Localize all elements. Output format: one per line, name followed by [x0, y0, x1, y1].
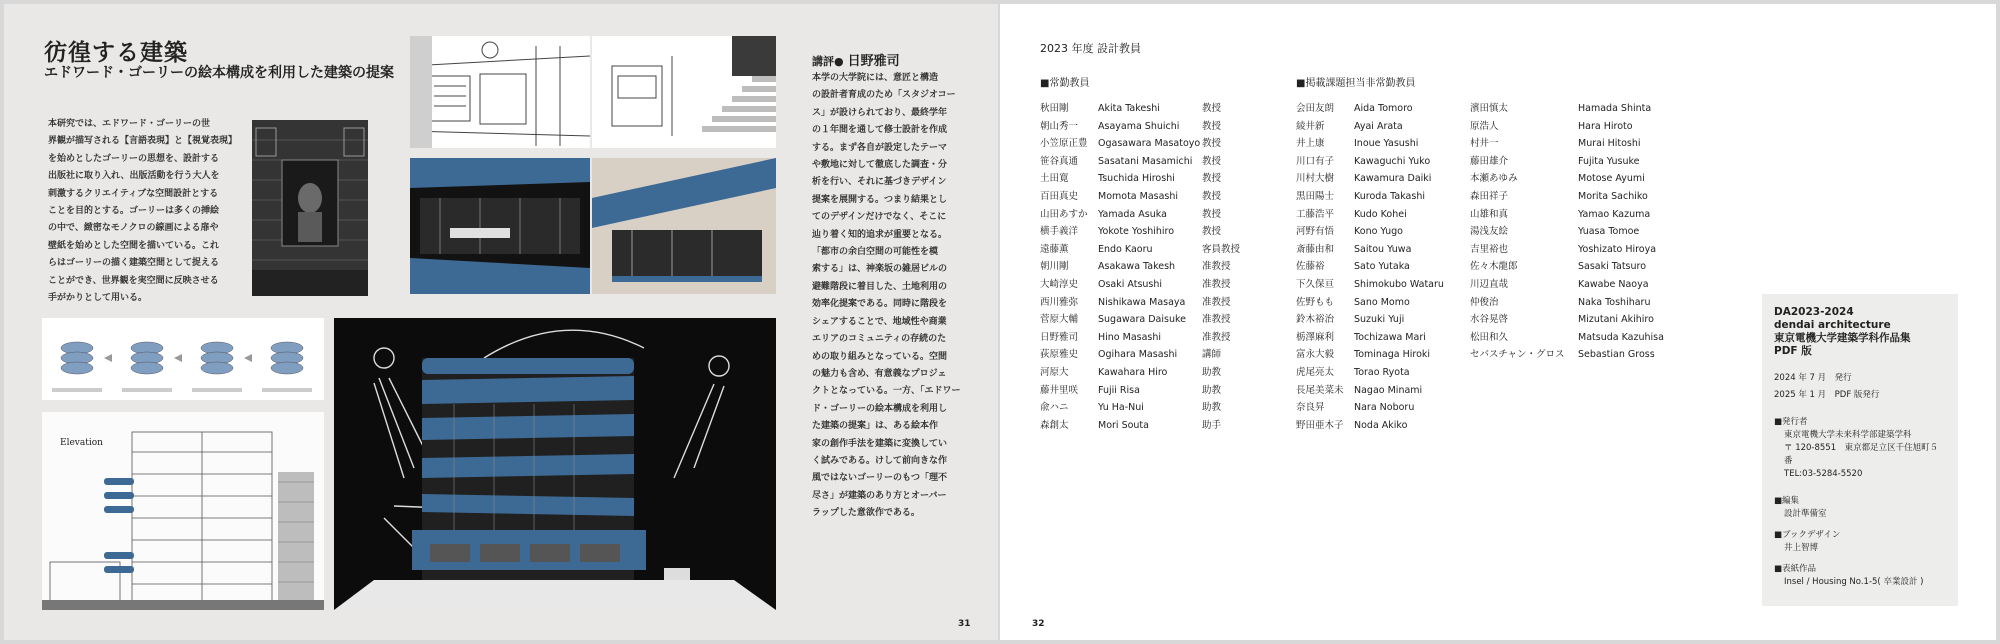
faculty-row — [1470, 170, 1688, 188]
faculty-name-ja: 森創太 — [1040, 419, 1069, 431]
faculty-name-en: Kawamura Daiki — [1354, 173, 1432, 185]
colophon-title-4: PDF 版 — [1774, 345, 1812, 357]
faculty-row — [1296, 258, 1466, 276]
faculty-name-en: Motose Ayumi — [1578, 173, 1645, 185]
faculty-row — [1470, 241, 1688, 259]
faculty-name-en: Morita Sachiko — [1578, 190, 1648, 202]
faculty-name-ja: 野田亜木子 — [1296, 419, 1344, 431]
faculty-name-ja: 日野雅司 — [1040, 331, 1079, 343]
faculty-row — [1296, 241, 1466, 259]
faculty-name-ja: 森田祥子 — [1470, 190, 1509, 202]
faculty-title: 教授 — [1202, 208, 1222, 220]
faculty-name-en: Sasaki Tatsuro — [1578, 261, 1647, 273]
faculty-row — [1040, 118, 1242, 136]
faculty-name-ja: 下久保亘 — [1296, 278, 1335, 290]
faculty-name-ja: 鈴木裕治 — [1296, 314, 1335, 326]
faculty-name-en: Kawaguchi Yuko — [1354, 155, 1431, 167]
interior-sketch-2 — [592, 36, 776, 148]
faculty-name-en: Fujita Yusuke — [1578, 155, 1640, 167]
faculty-name-ja: 川辺直哉 — [1470, 278, 1509, 290]
faculty-name-ja: 川村大樹 — [1296, 173, 1335, 185]
faculty-title: 准教授 — [1202, 296, 1231, 308]
elevation-label: Elevation — [60, 438, 103, 448]
faculty-row — [1470, 135, 1688, 153]
page-number-left: 31 — [958, 619, 971, 629]
faculty-name-en: Sugawara Daisuke — [1098, 314, 1186, 326]
faculty-name-en: Naka Toshiharu — [1578, 296, 1651, 308]
faculty-title: 客員教授 — [1202, 243, 1241, 255]
faculty-row — [1296, 118, 1466, 136]
faculty-name-ja: 荻原雅史 — [1040, 349, 1079, 361]
faculty-row — [1296, 170, 1466, 188]
faculty-title: 教授 — [1202, 173, 1222, 185]
faculty-name-en: Kono Yugo — [1354, 226, 1403, 238]
faculty-name-ja: 西川雅弥 — [1040, 296, 1079, 308]
faculty-title: 准教授 — [1202, 278, 1231, 290]
faculty-title: 教授 — [1202, 103, 1222, 114]
faculty-title: 教授 — [1202, 190, 1222, 202]
faculty-name-ja: 遠藤薫 — [1040, 243, 1069, 255]
faculty-row — [1470, 188, 1688, 206]
faculty-name-ja: 村井一 — [1470, 138, 1499, 150]
faculty-name-en: Kuroda Takashi — [1354, 190, 1425, 202]
faculty-name-en: Noda Akiko — [1354, 419, 1408, 431]
faculty-row — [1040, 382, 1242, 400]
faculty-row — [1040, 346, 1242, 364]
faculty-row — [1040, 399, 1242, 417]
faculty-row — [1296, 417, 1466, 435]
faculty-name-en: Asayama Shuichi — [1098, 120, 1180, 132]
faculty-title: 助教 — [1202, 366, 1222, 378]
faculty-name-en: Yuasa Tomoe — [1578, 226, 1640, 238]
faculty-name-en: Matsuda Kazuhisa — [1578, 331, 1664, 343]
faculty-name-en: Hino Masashi — [1098, 331, 1162, 343]
faculty-name-en: Torao Ryota — [1354, 366, 1410, 378]
faculty-name-ja: 吉里裕也 — [1470, 243, 1509, 255]
faculty-name-ja: 佐藤裕 — [1296, 261, 1325, 273]
faculty-title: 助教 — [1202, 402, 1222, 414]
faculty-name-en: Suzuki Yuji — [1354, 314, 1405, 326]
faculty-name-ja: 笹谷真通 — [1040, 155, 1079, 167]
page-number-right: 32 — [1032, 619, 1045, 629]
faculty-row — [1040, 258, 1242, 276]
faculty-row — [1470, 118, 1688, 136]
faculty-row — [1296, 206, 1466, 224]
faculty-name-ja: 綾井新 — [1296, 120, 1325, 132]
faculty-row — [1296, 223, 1466, 241]
model-photo-1 — [410, 158, 590, 294]
faculty-row — [1296, 399, 1466, 417]
faculty-name-ja: 湯浅友絵 — [1470, 226, 1509, 238]
faculty-name-ja: 河野有悟 — [1296, 226, 1335, 238]
faculty-row — [1296, 364, 1466, 382]
fulltime-faculty-list — [1040, 100, 1242, 434]
faculty-row — [1296, 311, 1466, 329]
faculty-row — [1040, 276, 1242, 294]
faculty-name-ja: 水谷晃啓 — [1470, 314, 1509, 326]
faculty-name-ja: 黒田陽士 — [1296, 190, 1335, 202]
faculty-row — [1296, 329, 1466, 347]
faculty-name-ja: 大崎淳史 — [1040, 278, 1079, 290]
faculty-name-en: Momota Masashi — [1098, 190, 1179, 202]
faculty-name-ja: 濱田慎太 — [1470, 103, 1509, 114]
faculty-name-ja: 兪ハニ — [1040, 402, 1069, 414]
faculty-row — [1470, 100, 1688, 118]
colophon-date-2: 2025 年 1 月 PDF 版発行 — [1774, 390, 1880, 400]
faculty-row — [1296, 382, 1466, 400]
faculty-name-ja: 虎尾亮太 — [1296, 366, 1335, 378]
faculty-row — [1470, 346, 1688, 364]
model-photo-2 — [592, 158, 776, 294]
gorey-illustration-image — [252, 120, 368, 296]
faculty-title: 助教 — [1202, 384, 1222, 396]
faculty-name-en: Hara Hiroto — [1578, 120, 1633, 132]
faculty-row — [1470, 258, 1688, 276]
faculty-row — [1040, 170, 1242, 188]
faculty-name-en: Yoshizato Hiroya — [1578, 243, 1657, 255]
faculty-name-ja: 会田友朗 — [1296, 103, 1335, 114]
critique-text: 本学の大学院には、意匠と構造 の設計者育成のため「スタジオコー ス」が設けられており、最終学年 の１年間を通して修士設計を作成 する。まず各自が設定したテーマ や敷地に対して徹底した調査・分 析を行い、それに基づきデザイン 提案を展開する。つまり結果とし てのデザインだけでなく、そこに 辿り着く知的追求が重要となる。 「都市の余白空間の可能性を模 索する」は、神楽坂の雑居ビルの 避難階段に着目した、土地利用の 効率化提案である。同時に階段を シェアすることで、地域性や商業 エリアのコミュニティの存続のた めの取り組みとなっている。空間 の魅力も含め、有意義なプロジェ クトとなっている。一方、「エドワー ド・ゴーリーの絵本構成を利用し た建築の提案」は、ある絵本作 家の創作手法を建築に変換してい く試みである。けして前向きな作 風ではないゴーリーのもつ「理不 尽さ」が建築のあり方とオーバー ラップした意欲作である。 — [812, 73, 961, 519]
faculty-name-en: Ogasawara Masatoyo — [1098, 138, 1201, 150]
fulltime-heading: ■常勤教員 — [1040, 78, 1090, 89]
publisher-name: 東京電機大学未来科学部建築学科 — [1784, 430, 1912, 440]
faculty-name-en: Yu Ha-Nui — [1098, 402, 1144, 414]
faculty-row — [1040, 241, 1242, 259]
faculty-name-en: Nishikawa Masaya — [1098, 296, 1186, 308]
faculty-name-en: Fujii Risa — [1098, 384, 1140, 396]
faculty-name-en: Kudo Kohei — [1354, 208, 1407, 220]
faculty-row — [1040, 417, 1242, 435]
faculty-name-en: Tochizawa Mari — [1354, 331, 1426, 343]
faculty-name-en: Mizutani Akihiro — [1578, 314, 1654, 326]
faculty-name-ja: 本瀬あゆみ — [1470, 173, 1518, 185]
faculty-row — [1470, 223, 1688, 241]
right-page — [1000, 4, 1996, 640]
critic-label: 講評● — [812, 55, 844, 68]
faculty-row — [1470, 294, 1688, 312]
faculty-name-en: Hamada Shinta — [1578, 103, 1652, 114]
faculty-row — [1040, 223, 1242, 241]
faculty-row — [1296, 276, 1466, 294]
faculty-name-ja: 工藤浩平 — [1296, 208, 1335, 220]
faculty-name-ja: 仲俊治 — [1470, 296, 1499, 308]
faculty-row — [1040, 153, 1242, 171]
faculty-name-en: Sebastian Gross — [1578, 349, 1655, 361]
faculty-name-ja: 川口有子 — [1296, 155, 1335, 167]
faculty-name-ja: 奈良昇 — [1296, 402, 1325, 414]
faculty-name-ja: 秋田剛 — [1040, 103, 1069, 114]
faculty-row — [1040, 100, 1242, 118]
faculty-heading: 2023 年度 設計教員 — [1040, 42, 1141, 55]
faculty-name-ja: 山田あすか — [1040, 208, 1088, 220]
concept-diagram — [42, 318, 324, 400]
faculty-name-en: Kawabe Naoya — [1578, 278, 1649, 290]
faculty-name-en: Kawahara Hiro — [1098, 366, 1168, 378]
faculty-name-en: Nagao Minami — [1354, 384, 1423, 396]
faculty-name-ja: 原浩人 — [1470, 120, 1499, 132]
faculty-name-en: Ogihara Masashi — [1098, 349, 1178, 361]
faculty-row — [1470, 153, 1688, 171]
faculty-row — [1040, 135, 1242, 153]
faculty-name-ja: 小笠原正豊 — [1040, 138, 1088, 150]
faculty-title: 准教授 — [1202, 261, 1231, 273]
page-title: 彷徨する建築 — [44, 40, 188, 66]
faculty-name-ja: 百田真史 — [1040, 190, 1079, 202]
faculty-name-ja: 佐々木龍郎 — [1470, 261, 1518, 273]
faculty-row — [1470, 311, 1688, 329]
faculty-row — [1040, 294, 1242, 312]
faculty-name-en: Shimokubo Wataru — [1354, 278, 1444, 290]
faculty-name-en: Sano Momo — [1354, 296, 1410, 308]
faculty-row — [1470, 329, 1688, 347]
parttime-faculty-list-1 — [1296, 100, 1466, 434]
faculty-name-en: Endo Kaoru — [1098, 243, 1153, 255]
editor-name: 設計準備室 — [1784, 509, 1827, 519]
critic-heading — [812, 50, 900, 69]
faculty-name-ja: 藤井里咲 — [1040, 384, 1079, 396]
faculty-name-en: Aida Tomoro — [1354, 103, 1413, 114]
interior-sketch-1 — [410, 36, 590, 148]
faculty-name-en: Osaki Atsushi — [1098, 278, 1163, 290]
faculty-name-ja: 山雄和真 — [1470, 208, 1509, 220]
faculty-row — [1296, 346, 1466, 364]
faculty-name-en: Nara Noboru — [1354, 402, 1415, 414]
faculty-name-en: Murai Hitoshi — [1578, 138, 1641, 150]
faculty-row — [1296, 188, 1466, 206]
model-photo-main — [334, 318, 776, 610]
faculty-name-en: Akita Takeshi — [1098, 103, 1160, 114]
parttime-heading: ■掲載課題担当非常勤教員 — [1296, 78, 1416, 89]
colophon-title-1: DA2023-2024 — [1774, 306, 1854, 318]
faculty-name-en: Saitou Yuwa — [1354, 243, 1412, 255]
faculty-row — [1040, 364, 1242, 382]
faculty-row — [1296, 153, 1466, 171]
critic-name: 日野雅司 — [847, 54, 900, 69]
faculty-name-ja: 菅原大輔 — [1040, 314, 1079, 326]
colophon-title-2: dendai architecture — [1774, 319, 1891, 331]
colophon-title-3: 東京電機大学建築学科作品集 — [1774, 332, 1911, 344]
faculty-title: 教授 — [1202, 138, 1222, 150]
faculty-name-en: Tominaga Hiroki — [1354, 349, 1431, 361]
faculty-title: 教授 — [1202, 155, 1222, 167]
faculty-row — [1470, 276, 1688, 294]
faculty-name-en: Asakawa Takesh — [1098, 261, 1176, 273]
left-page — [4, 4, 998, 640]
colophon-date-1: 2024 年 7 月 発行 — [1774, 373, 1852, 383]
faculty-row — [1040, 311, 1242, 329]
faculty-name-ja: 朝川剛 — [1040, 261, 1069, 273]
cover-label: ■表紙作品 — [1774, 564, 1817, 574]
publisher-tel: TEL:03-5284-5520 — [1784, 469, 1863, 479]
page-subtitle: エドワード・ゴーリーの絵本構成を利用した建築の提案 — [44, 65, 394, 81]
editor-label: ■編集 — [1774, 496, 1800, 506]
faculty-name-ja: 富永大毅 — [1296, 349, 1335, 361]
faculty-row — [1296, 294, 1466, 312]
faculty-name-en: Sato Yutaka — [1354, 261, 1410, 273]
elevation-drawing — [42, 412, 324, 610]
faculty-row — [1296, 100, 1466, 118]
faculty-name-ja: 井上康 — [1296, 138, 1325, 150]
faculty-name-en: Mori Souta — [1098, 419, 1149, 431]
faculty-name-ja: 藤田雄介 — [1470, 155, 1509, 167]
faculty-name-ja: 横手義洋 — [1040, 226, 1079, 238]
faculty-name-en: Yokote Yoshihiro — [1098, 226, 1175, 238]
faculty-name-en: Sasatani Masamichi — [1098, 155, 1193, 167]
faculty-title: 助手 — [1202, 419, 1222, 431]
faculty-name-ja: 松田和久 — [1470, 331, 1509, 343]
faculty-name-en: Inoue Yasushi — [1354, 138, 1419, 150]
faculty-title: 教授 — [1202, 120, 1222, 132]
faculty-name-ja: 長尾美菜未 — [1296, 384, 1344, 396]
faculty-row — [1296, 135, 1466, 153]
cover-name: Insel / Housing No.1-5( 卒業設計 ) — [1784, 577, 1924, 587]
faculty-row — [1040, 206, 1242, 224]
faculty-name-ja: 斎藤由和 — [1296, 243, 1335, 255]
faculty-title: 准教授 — [1202, 314, 1231, 326]
faculty-name-en: Yamao Kazuma — [1578, 208, 1651, 220]
colophon-box — [1762, 294, 1958, 606]
faculty-title: 講師 — [1202, 349, 1222, 361]
faculty-name-ja: 河原大 — [1040, 366, 1069, 378]
abstract-text: 本研究では、エドワード・ゴーリーの世 界観が描写される【言語表現】と【視覚表現】 を始めとしたゴーリーの思想を、設計する 出版社に取り入れ、出版活動を行う大人を 刺激するクリエイティブな空間設計とする ことを目的とする。ゴーリーは多くの挿絵 の中で、緻密なモノクロの線画による扉や 壁紙を始めとした空間を描いている。これ らはゴーリーの描く建築空間として捉える ことができ、世界観を実空間に反映させる 手がかりとして用いる。 — [48, 119, 238, 304]
faculty-name-ja: セバスチャン・グロス — [1470, 349, 1565, 361]
faculty-name-ja: 土田寛 — [1040, 173, 1069, 185]
faculty-row — [1470, 206, 1688, 224]
faculty-name-ja: 栃澤麻利 — [1296, 331, 1335, 343]
faculty-name-ja: 佐野もも — [1296, 296, 1335, 308]
faculty-row — [1040, 329, 1242, 347]
faculty-name-en: Yamada Asuka — [1098, 208, 1167, 220]
faculty-row — [1040, 188, 1242, 206]
faculty-title: 准教授 — [1202, 331, 1231, 343]
faculty-title: 教授 — [1202, 226, 1222, 238]
publisher-label: ■発行者 — [1774, 417, 1808, 427]
faculty-name-en: Ayai Arata — [1354, 120, 1403, 132]
publisher-address: 〒 120-8551 東京都足立区千住旭町５番 — [1784, 443, 1939, 466]
faculty-name-ja: 朝山秀一 — [1040, 120, 1079, 132]
parttime-faculty-list-2 — [1470, 100, 1688, 364]
faculty-name-en: Tsuchida Hiroshi — [1098, 173, 1175, 185]
design-label: ■ブックデザイン — [1774, 530, 1841, 540]
design-name: 井上智博 — [1784, 543, 1819, 553]
